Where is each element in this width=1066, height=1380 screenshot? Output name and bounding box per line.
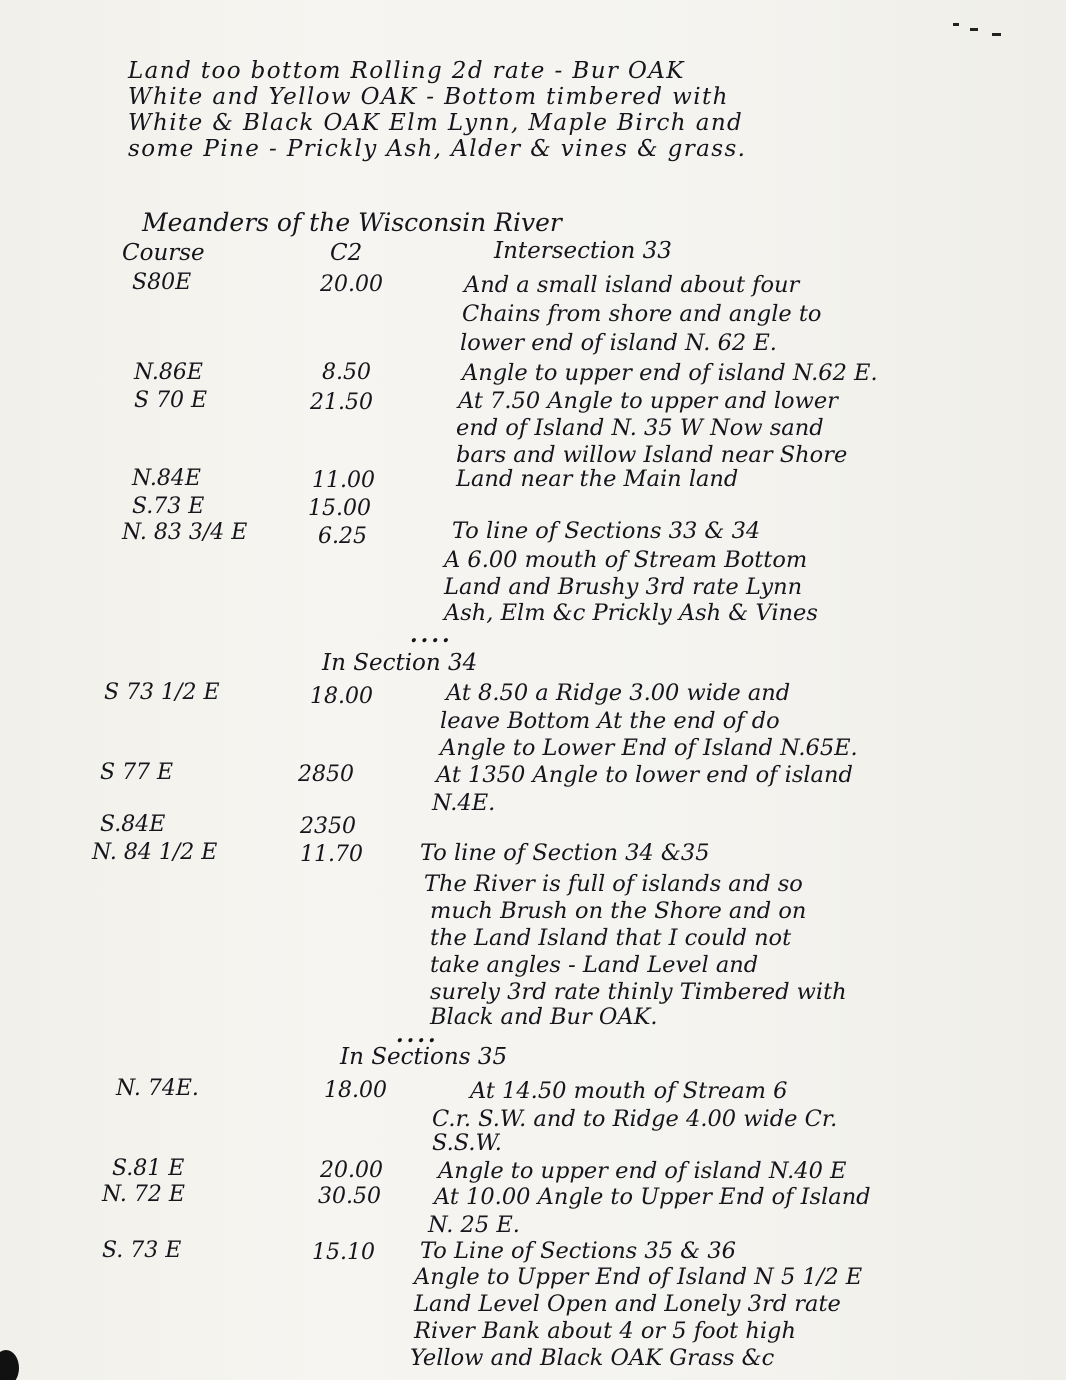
entry-note: At 10.00 Angle to Upper End of Island [434, 1184, 871, 1210]
intro-line: White & Black OAK Elm Lynn, Maple Birch and [128, 110, 744, 136]
entry-chains: 15.10 [312, 1240, 375, 1265]
entry-course: N.86E [134, 360, 203, 385]
entry-note: the Land Island that I could not [430, 925, 792, 951]
entry-course: S. 73 E [102, 1238, 182, 1263]
entry-course: S 70 E [134, 388, 208, 413]
entry-note: C.r. S.W. and to Ridge 4.00 wide Cr. [432, 1106, 838, 1132]
entry-note: Ash, Elm &c Prickly Ash & Vines [444, 600, 818, 626]
entry-note: At 7.50 Angle to upper and lower [458, 388, 838, 414]
entry-course: S 73 1/2 E [104, 680, 220, 705]
intro-line: White and Yellow OAK - Bottom timbered with [128, 84, 729, 110]
entry-chains: 30.50 [318, 1184, 381, 1209]
entry-note: Yellow and Black OAK Grass &c [410, 1345, 775, 1371]
entry-note: Land near the Main land [456, 466, 739, 492]
entry-note: River Bank about 4 or 5 foot high [414, 1318, 796, 1344]
entry-note: To line of Sections 33 & 34 [452, 518, 761, 544]
entry-note: To line of Section 34 &35 [420, 840, 710, 866]
entry-note: surely 3rd rate thinly Timbered with [430, 979, 847, 1005]
entry-note: Angle to upper end of island N.40 E [438, 1158, 847, 1184]
entry-note: end of Island N. 35 W Now sand [456, 415, 824, 441]
intro-line: some Pine - Prickly Ash, Alder & vines & grass. [128, 136, 747, 162]
entry-note: And a small island about four [464, 272, 800, 298]
page-title: Meanders of the Wisconsin River [142, 208, 562, 237]
entry-note: Angle to Lower End of Island N.65E. [440, 735, 858, 761]
entry-chains: 8.50 [322, 360, 371, 385]
entry-note: N.4E. [432, 790, 496, 816]
entry-chains: 20.00 [320, 1158, 383, 1183]
column-header-chains: C2 [330, 240, 363, 266]
entry-chains: 6.25 [318, 524, 367, 549]
entry-note: take angles - Land Level and [430, 952, 759, 978]
entry-chains: 2850 [298, 762, 354, 787]
section-heading: In Sections 35 [340, 1044, 508, 1070]
ellipsis-divider: .... [396, 1022, 439, 1048]
entry-note: leave Bottom At the end of do [440, 708, 780, 734]
entry-note: At 8.50 a Ridge 3.00 wide and [446, 680, 791, 706]
entry-course: N. 74E. [116, 1076, 199, 1101]
entry-note: Land and Brushy 3rd rate Lynn [444, 574, 803, 600]
entry-note: Angle to upper end of island N.62 E. [462, 360, 878, 386]
entry-course: N. 84 1/2 E [92, 840, 218, 865]
entry-note: The River is full of islands and so [424, 871, 803, 897]
entry-note: To Line of Sections 35 & 36 [420, 1238, 736, 1264]
intro-line: Land too bottom Rolling 2d rate - Bur OAK [128, 58, 685, 84]
entry-note: At 14.50 mouth of Stream 6 [470, 1078, 788, 1104]
entry-note: Black and Bur OAK. [430, 1004, 658, 1030]
ellipsis-divider: .... [410, 622, 453, 648]
entry-course: S.73 E [132, 494, 205, 519]
entry-chains: 11.00 [312, 468, 375, 493]
section-heading: In Section 34 [322, 650, 478, 676]
entry-course: S 77 E [100, 760, 174, 785]
entry-chains: 11.70 [300, 842, 363, 867]
entry-course: N. 83 3/4 E [122, 520, 248, 545]
entry-chains: 18.00 [310, 684, 373, 709]
entry-chains: 18.00 [324, 1078, 387, 1103]
entry-note: A 6.00 mouth of Stream Bottom [444, 547, 808, 573]
entry-note: lower end of island N. 62 E. [460, 330, 777, 356]
entry-note: S.S.W. [432, 1130, 502, 1156]
column-header-course: Course [122, 240, 205, 266]
entry-course: N.84E [132, 466, 201, 491]
entry-note: Angle to Upper End of Island N 5 1/2 E [414, 1264, 863, 1290]
entry-chains: 20.00 [320, 272, 383, 297]
section-heading: Intersection 33 [494, 238, 672, 264]
entry-chains: 21.50 [310, 390, 373, 415]
entry-course: S.84E [100, 812, 166, 837]
corner-marks [950, 18, 1010, 40]
entry-note: N. 25 E. [428, 1212, 520, 1238]
entry-chains: 15.00 [308, 496, 371, 521]
entry-course: S80E [132, 270, 192, 295]
entry-note: Land Level Open and Lonely 3rd rate [414, 1291, 841, 1317]
entry-course: S.81 E [112, 1156, 185, 1181]
entry-course: N. 72 E [102, 1182, 185, 1207]
page-edge-stain [0, 1346, 30, 1380]
entry-note: At 1350 Angle to lower end of island [436, 762, 853, 788]
entry-note: bars and willow Island near Shore [456, 442, 848, 468]
entry-note: much Brush on the Shore and on [430, 898, 807, 924]
entry-chains: 2350 [300, 814, 356, 839]
entry-note: Chains from shore and angle to [462, 301, 822, 327]
